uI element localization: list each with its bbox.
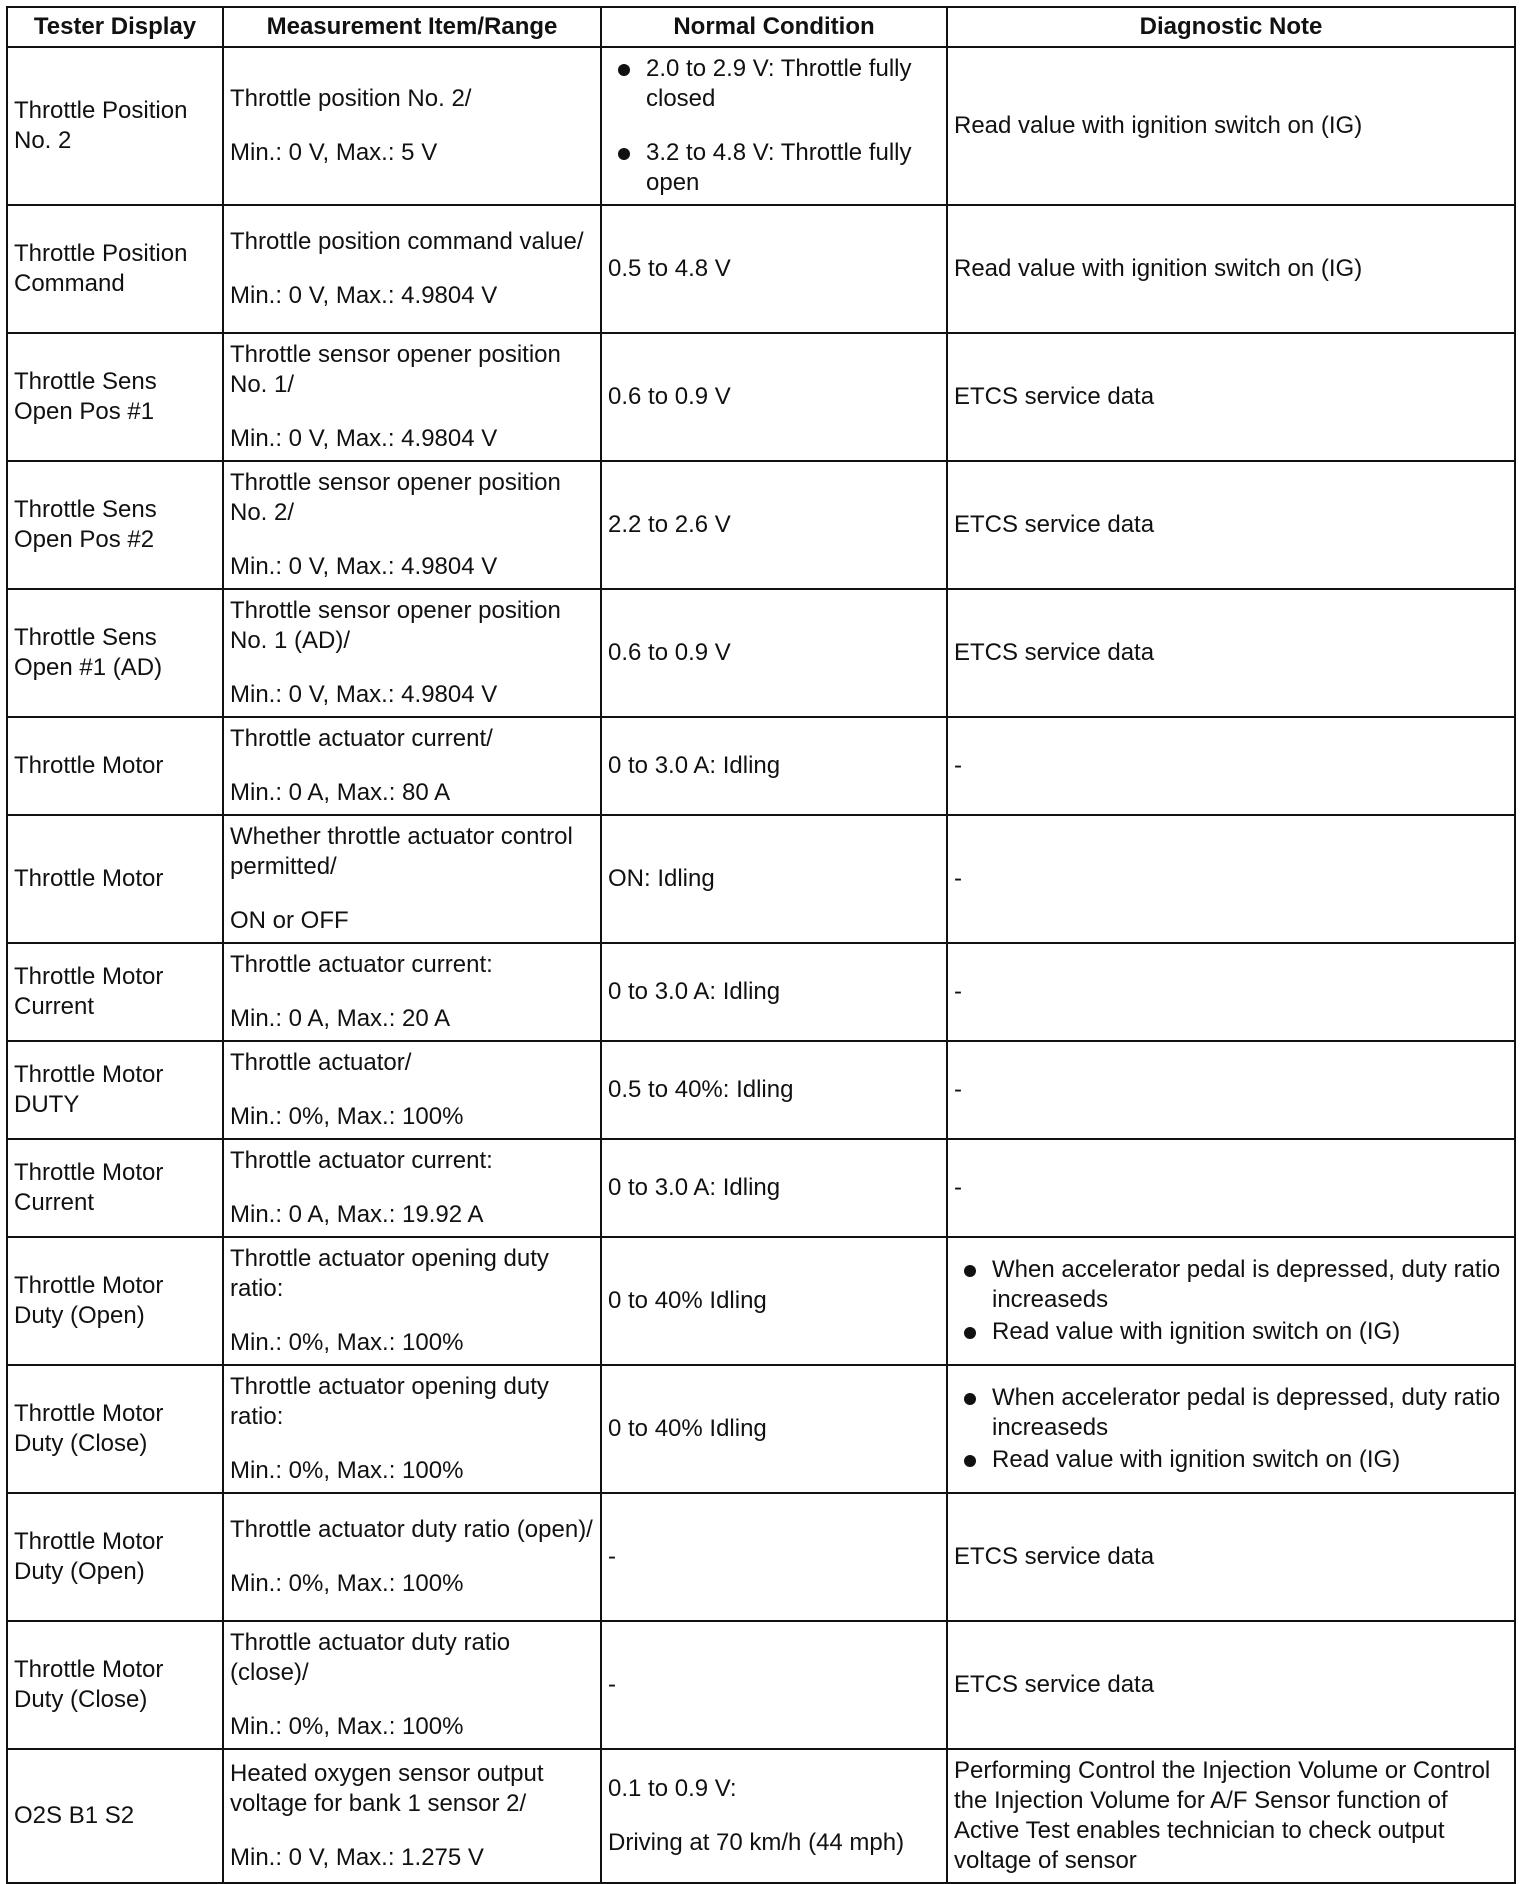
measurement-item: Whether throttle actuator control permitted/ [230, 823, 573, 880]
tester-display-cell: Throttle Sens Open #1 (AD) [7, 589, 223, 717]
normal-condition-cell [601, 47, 947, 205]
tester-display-cell: Throttle Motor [7, 815, 223, 943]
measurement-item-cell [223, 461, 601, 589]
tester-display-cell: Throttle Motor Current [7, 1139, 223, 1237]
measurement-range: Min.: 0 A, Max.: 19.92 A [230, 1201, 484, 1228]
normal-condition-cell: 0 to 40% Idling [601, 1365, 947, 1493]
measurement-item: Throttle actuator current: [230, 951, 493, 978]
measurement-item: Throttle actuator current: [230, 1147, 493, 1174]
measurement-range: ON or OFF [230, 907, 349, 934]
table-row [7, 1237, 1515, 1365]
table-row [7, 1749, 1515, 1883]
diagnostic-note-cell: ETCS service data [947, 1493, 1515, 1621]
measurement-item-cell [223, 717, 601, 815]
measurement-item-cell [223, 943, 601, 1041]
header-measurement-item: Measurement Item/Range [223, 7, 601, 47]
list-item: Read value with ignition switch on (IG) [954, 1445, 1508, 1475]
measurement-item-cell [223, 333, 601, 461]
list-item: 2.0 to 2.9 V: Throttle fully closed [608, 54, 940, 114]
diagnostic-note-cell: Performing Control the Injection Volume or Control the Injection Volume for A/F Sensor function of Active Test enables technician to check output voltage of sensor [947, 1749, 1515, 1883]
condition-list [608, 54, 940, 198]
measurement-item: Throttle sensor opener position No. 1/ [230, 341, 561, 398]
list-item: When accelerator pedal is depressed, duty ratio increaseds [954, 1255, 1508, 1315]
table-row [7, 1041, 1515, 1139]
table-row [7, 333, 1515, 461]
diagnostic-note-cell: - [947, 943, 1515, 1041]
table-row [7, 205, 1515, 333]
measurement-item-cell [223, 815, 601, 943]
table-row [7, 1139, 1515, 1237]
normal-condition-cell: 0.6 to 0.9 V [601, 333, 947, 461]
table-row [7, 1621, 1515, 1749]
measurement-item-cell [223, 1749, 601, 1883]
condition-line: Driving at 70 km/h (44 mph) [608, 1829, 905, 1856]
table-row [7, 815, 1515, 943]
normal-condition-cell: - [601, 1493, 947, 1621]
diagnostic-note-cell: - [947, 1041, 1515, 1139]
tester-display-cell: Throttle Motor Current [7, 943, 223, 1041]
tester-display-cell: Throttle Motor [7, 717, 223, 815]
measurement-item: Throttle sensor opener position No. 1 (AD)/ [230, 597, 561, 654]
diagnostic-note-cell: ETCS service data [947, 1621, 1515, 1749]
diagnostic-note-cell: ETCS service data [947, 333, 1515, 461]
data-list-table [6, 6, 1516, 1884]
normal-condition-cell: 0 to 3.0 A: Idling [601, 717, 947, 815]
measurement-range: Min.: 0 V, Max.: 5 V [230, 139, 438, 166]
measurement-range: Min.: 0 V, Max.: 4.9804 V [230, 282, 498, 309]
measurement-item: Throttle actuator/ [230, 1049, 412, 1076]
diagnostic-note-cell [947, 1237, 1515, 1365]
diagnostic-note-cell: - [947, 717, 1515, 815]
measurement-range: Min.: 0%, Max.: 100% [230, 1329, 464, 1356]
measurement-range: Min.: 0 V, Max.: 1.275 V [230, 1844, 484, 1871]
diagnostic-note-cell: ETCS service data [947, 461, 1515, 589]
table-row [7, 717, 1515, 815]
table-row [7, 943, 1515, 1041]
measurement-range: Min.: 0 A, Max.: 80 A [230, 779, 451, 806]
measurement-item-cell [223, 47, 601, 205]
header-normal-condition: Normal Condition [601, 7, 947, 47]
tester-display-cell: Throttle Motor DUTY [7, 1041, 223, 1139]
measurement-item-cell [223, 1237, 601, 1365]
diagnostic-note-cell: ETCS service data [947, 589, 1515, 717]
tester-display-cell: Throttle Motor Duty (Close) [7, 1365, 223, 1493]
condition-line: 0.1 to 0.9 V: [608, 1775, 737, 1802]
measurement-range: Min.: 0%, Max.: 100% [230, 1103, 464, 1130]
diagnostic-note-cell: - [947, 1139, 1515, 1237]
table-row [7, 461, 1515, 589]
measurement-item: Throttle actuator opening duty ratio: [230, 1373, 549, 1430]
normal-condition-cell [601, 1749, 947, 1883]
measurement-item: Throttle position No. 2/ [230, 85, 472, 112]
list-item: When accelerator pedal is depressed, duty ratio increaseds [954, 1383, 1508, 1443]
measurement-item: Throttle actuator opening duty ratio: [230, 1245, 549, 1302]
tester-display-cell: Throttle Position Command [7, 205, 223, 333]
table-row [7, 47, 1515, 205]
measurement-item-cell [223, 1139, 601, 1237]
tester-display-cell: Throttle Motor Duty (Close) [7, 1621, 223, 1749]
tester-display-cell: Throttle Motor Duty (Open) [7, 1493, 223, 1621]
normal-condition-cell: 0.5 to 4.8 V [601, 205, 947, 333]
normal-condition-cell: 0 to 3.0 A: Idling [601, 1139, 947, 1237]
table-row [7, 1365, 1515, 1493]
measurement-item-cell [223, 589, 601, 717]
measurement-item: Heated oxygen sensor output voltage for bank 1 sensor 2/ [230, 1760, 544, 1817]
table-header-row [7, 7, 1515, 47]
header-tester-display: Tester Display [7, 7, 223, 47]
measurement-item: Throttle position command value/ [230, 228, 584, 255]
note-list [954, 1255, 1508, 1347]
table-row [7, 589, 1515, 717]
normal-condition-cell: ON: Idling [601, 815, 947, 943]
header-diagnostic-note: Diagnostic Note [947, 7, 1515, 47]
measurement-range: Min.: 0 V, Max.: 4.9804 V [230, 681, 498, 708]
tester-display-cell: O2S B1 S2 [7, 1749, 223, 1883]
measurement-range: Min.: 0%, Max.: 100% [230, 1713, 464, 1740]
list-item: 3.2 to 4.8 V: Throttle fully open [608, 138, 940, 198]
tester-display-cell: Throttle Sens Open Pos #1 [7, 333, 223, 461]
normal-condition-cell: 0.6 to 0.9 V [601, 589, 947, 717]
measurement-range: Min.: 0 V, Max.: 4.9804 V [230, 553, 498, 580]
measurement-item-cell [223, 1365, 601, 1493]
normal-condition-cell: 0 to 3.0 A: Idling [601, 943, 947, 1041]
measurement-range: Min.: 0 A, Max.: 20 A [230, 1005, 451, 1032]
measurement-item-cell [223, 205, 601, 333]
tester-display-cell: Throttle Sens Open Pos #2 [7, 461, 223, 589]
measurement-item: Throttle actuator current/ [230, 725, 493, 752]
measurement-item-cell [223, 1621, 601, 1749]
diagnostic-note-cell: - [947, 815, 1515, 943]
tester-display-cell: Throttle Motor Duty (Open) [7, 1237, 223, 1365]
measurement-range: Min.: 0%, Max.: 100% [230, 1457, 464, 1484]
table-row [7, 1493, 1515, 1621]
normal-condition-cell: 2.2 to 2.6 V [601, 461, 947, 589]
normal-condition-cell: - [601, 1621, 947, 1749]
list-item: Read value with ignition switch on (IG) [954, 1317, 1508, 1347]
measurement-range: Min.: 0%, Max.: 100% [230, 1570, 464, 1597]
measurement-item: Throttle actuator duty ratio (open)/ [230, 1516, 593, 1543]
measurement-range: Min.: 0 V, Max.: 4.9804 V [230, 425, 498, 452]
data-list-page [6, 6, 1516, 1884]
diagnostic-note-cell: Read value with ignition switch on (IG) [947, 205, 1515, 333]
diagnostic-note-cell [947, 1365, 1515, 1493]
normal-condition-cell: 0.5 to 40%: Idling [601, 1041, 947, 1139]
measurement-item: Throttle actuator duty ratio (close)/ [230, 1629, 511, 1686]
note-list [954, 1383, 1508, 1475]
diagnostic-note-cell: Read value with ignition switch on (IG) [947, 47, 1515, 205]
normal-condition-cell: 0 to 40% Idling [601, 1237, 947, 1365]
tester-display-cell: Throttle Position No. 2 [7, 47, 223, 205]
measurement-item-cell [223, 1041, 601, 1139]
measurement-item: Throttle sensor opener position No. 2/ [230, 469, 561, 526]
measurement-item-cell [223, 1493, 601, 1621]
